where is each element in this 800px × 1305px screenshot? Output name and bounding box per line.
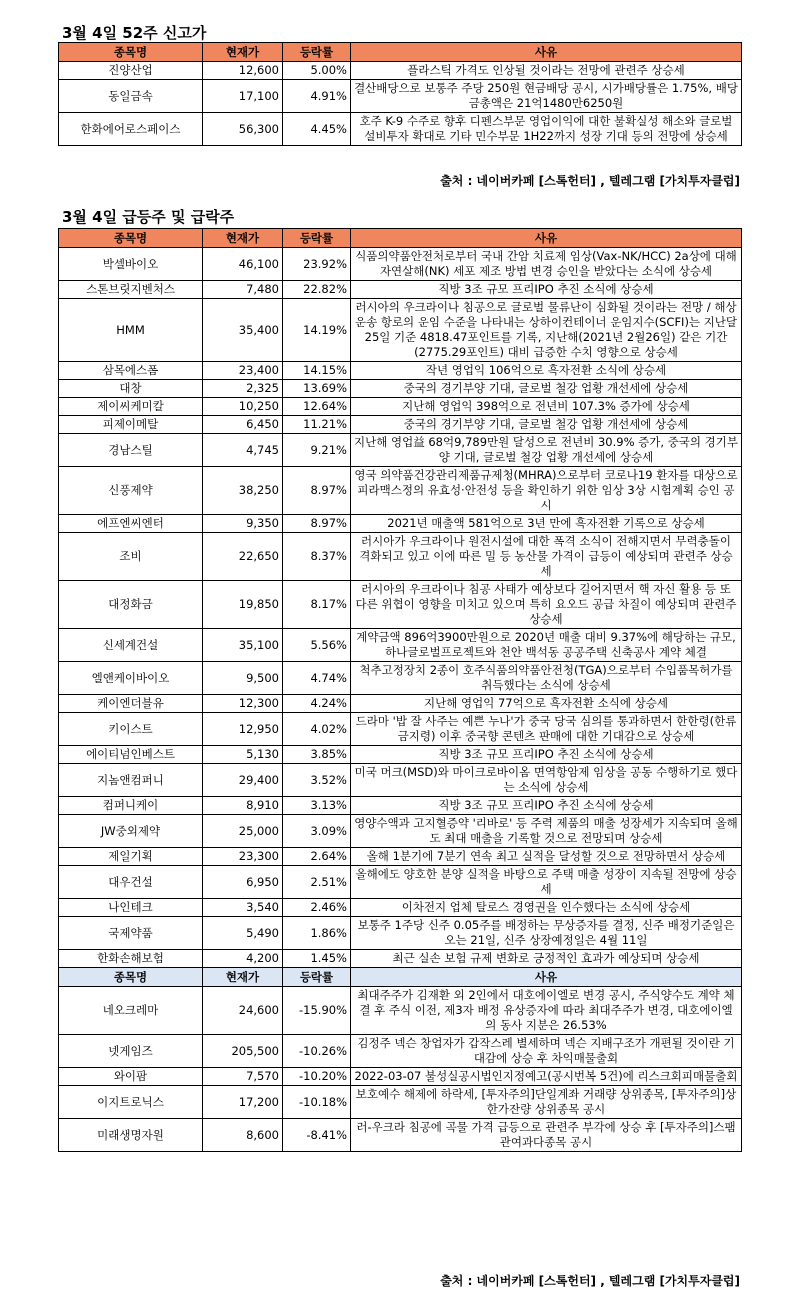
change-cell: 13.69% <box>283 380 351 398</box>
reason-cell: 최대주주가 김재환 외 2인에서 대호에이엘로 변경 공시, 주식양수도 계약 체결 후 주식 이전, 제3자 배정 유상증자에 따라 최대주주가 변경, 대호에이엘의 동사 지분은 26.53% <box>351 987 742 1035</box>
stock-name-cell: 피제이메탈 <box>59 416 203 434</box>
reason-cell: 플라스틱 가격도 인상될 것이라는 전망에 관련주 상승세 <box>351 62 742 80</box>
change-cell: 2.64% <box>283 848 351 866</box>
table-row <box>59 695 742 713</box>
table-row <box>59 713 742 746</box>
reason-cell: 지난해 영업익 77억으로 흑자전환 소식에 상승세 <box>351 695 742 713</box>
table-row <box>59 416 742 434</box>
reason-cell: 직방 3조 규모 프리IPO 추진 소식에 상승세 <box>351 797 742 815</box>
reason-cell: 직방 3조 규모 프리IPO 추진 소식에 상승세 <box>351 281 742 299</box>
table-row <box>59 917 742 950</box>
change-cell: 2.51% <box>283 866 351 899</box>
stock-name-cell: 경남스틸 <box>59 434 203 467</box>
table-row <box>59 581 742 629</box>
price-cell: 56,300 <box>203 113 283 146</box>
table-row <box>59 380 742 398</box>
col-header-price: 현재가 <box>203 43 283 62</box>
stock-name-cell: 와이팜 <box>59 1068 203 1086</box>
table-row <box>59 662 742 695</box>
change-cell: -8.41% <box>283 1119 351 1152</box>
reason-cell: 올해에도 양호한 분양 실적을 바탕으로 주택 매출 성장이 지속될 전망에 상승세 <box>351 866 742 899</box>
table-row <box>59 797 742 815</box>
price-cell: 23,400 <box>203 362 283 380</box>
reason-cell: 김정주 넥슨 창업자가 갑작스레 별세하며 넥슨 지배구조가 개편될 것이란 기대감에 상승 후 차익매물출회 <box>351 1035 742 1068</box>
reason-cell: 보호예수 해제에 하락세, [투자주의]단일계좌 거래량 상위종목, [투자주의]상한가잔량 상위종목 공시 <box>351 1086 742 1119</box>
reason-cell: 영양수액과 고지혈증약 '리바로' 등 주력 제품의 매출 성장세가 지속되며 올해도 최대 매출을 기록할 것으로 전망되며 상승세 <box>351 815 742 848</box>
table-row <box>59 299 742 362</box>
price-cell: 4,745 <box>203 434 283 467</box>
col-header-change: 등락률 <box>283 43 351 62</box>
stock-name-cell: 대우건설 <box>59 866 203 899</box>
table-row <box>59 434 742 467</box>
reason-cell: 러시아의 우크라이나 침공으로 글로벌 물류난이 심화될 것이라는 전망 / 해상 운송 항로의 운임 수준을 나타내는 상하이컨테이너 운임지수(SCFI)는 지난달 25일 기준 4818.47포인트를 기록, 지난해(2021년 2월26일) 같은 기간(2775.29포인트) 대비 급증한 수치 영향으로 상승세 <box>351 299 742 362</box>
change-cell: 5.00% <box>283 62 351 80</box>
table-row <box>59 746 742 764</box>
col-header-reason: 사유 <box>351 43 742 62</box>
reason-cell: 작년 영업익 106억으로 흑자전환 소식에 상승세 <box>351 362 742 380</box>
price-cell: 12,300 <box>203 695 283 713</box>
table-row <box>59 1035 742 1068</box>
table-header-row <box>59 43 742 62</box>
change-cell: 4.91% <box>283 80 351 113</box>
col-header-change: 등락률 <box>283 968 351 987</box>
price-cell: 12,950 <box>203 713 283 746</box>
table-row <box>59 1068 742 1086</box>
price-cell: 3,540 <box>203 899 283 917</box>
price-cell: 25,000 <box>203 815 283 848</box>
change-cell: 4.74% <box>283 662 351 695</box>
stock-name-cell: 컴퍼니케이 <box>59 797 203 815</box>
stock-name-cell: JW중외제약 <box>59 815 203 848</box>
table-row <box>59 248 742 281</box>
table-row <box>59 113 742 146</box>
decliners-header-row <box>59 968 742 987</box>
table-row <box>59 848 742 866</box>
table-row <box>59 398 742 416</box>
table-row <box>59 866 742 899</box>
price-cell: 10,250 <box>203 398 283 416</box>
table-row <box>59 629 742 662</box>
change-cell: 3.85% <box>283 746 351 764</box>
table-row <box>59 899 742 917</box>
stock-name-cell: 조비 <box>59 533 203 581</box>
price-cell: 5,130 <box>203 746 283 764</box>
price-cell: 205,500 <box>203 1035 283 1068</box>
change-cell: 8.97% <box>283 515 351 533</box>
change-cell: 5.56% <box>283 629 351 662</box>
stock-name-cell: 지놈앤컴퍼니 <box>59 764 203 797</box>
stock-name-cell: HMM <box>59 299 203 362</box>
reason-cell: 지난해 영업益 68억9,789만원 달성으로 전년비 30.9% 증가, 중국의 경기부양 기대, 글로벌 철강 업황 개선세에 상승세 <box>351 434 742 467</box>
stock-name-cell: 케이엔더블유 <box>59 695 203 713</box>
price-cell: 12,600 <box>203 62 283 80</box>
change-cell: 8.37% <box>283 533 351 581</box>
reason-cell: 결산배당으로 보통주 주당 250원 현금배당 공시, 시가배당률은 1.75%, 배당금총액은 21억1480만6250원 <box>351 80 742 113</box>
col-header-name: 종목명 <box>59 968 203 987</box>
stock-name-cell: 네오크레마 <box>59 987 203 1035</box>
stock-name-cell: 대창 <box>59 380 203 398</box>
price-cell: 7,570 <box>203 1068 283 1086</box>
table-row <box>59 950 742 968</box>
price-cell: 7,480 <box>203 281 283 299</box>
col-header-reason: 사유 <box>351 968 742 987</box>
reason-cell: 올해 1분기에 7분기 연속 최고 실적을 달성할 것으로 전망하면서 상승세 <box>351 848 742 866</box>
stock-name-cell: 진양산업 <box>59 62 203 80</box>
change-cell: 11.21% <box>283 416 351 434</box>
table-row <box>59 515 742 533</box>
reason-cell: 중국의 경기부양 기대, 글로벌 철강 업황 개선세에 상승세 <box>351 416 742 434</box>
stock-name-cell: 동일금속 <box>59 80 203 113</box>
stock-name-cell: 신풍제약 <box>59 467 203 515</box>
change-cell: -10.20% <box>283 1068 351 1086</box>
stock-name-cell: 이지트로닉스 <box>59 1086 203 1119</box>
reason-cell: 식품의약품안전처로부터 국내 간암 치료제 임상(Vax-NK/HCC) 2a상에 대해 자연살해(NK) 세포 제조 방법 변경 승인을 받았다는 소식에 상승세 <box>351 248 742 281</box>
col-header-name: 종목명 <box>59 43 203 62</box>
price-cell: 17,100 <box>203 80 283 113</box>
change-cell: 14.19% <box>283 299 351 362</box>
change-cell: 8.17% <box>283 581 351 629</box>
col-header-reason: 사유 <box>351 229 742 248</box>
price-cell: 4,200 <box>203 950 283 968</box>
table-row <box>59 1086 742 1119</box>
change-cell: 3.52% <box>283 764 351 797</box>
stock-name-cell: 삼목에스폼 <box>59 362 203 380</box>
price-cell: 9,500 <box>203 662 283 695</box>
change-cell: -15.90% <box>283 987 351 1035</box>
col-header-name: 종목명 <box>59 229 203 248</box>
change-cell: 2.46% <box>283 899 351 917</box>
table-row <box>59 467 742 515</box>
change-cell: 1.86% <box>283 917 351 950</box>
change-cell: 23.92% <box>283 248 351 281</box>
reason-cell: 호주 K-9 수주로 향후 디펜스부문 영업이익에 대한 불확실성 해소와 글로벌 설비투자 확대로 기타 민수부문 1H22까지 성장 기대 등의 전망에 상승세 <box>351 113 742 146</box>
price-cell: 38,250 <box>203 467 283 515</box>
source-note-2: 출처 : 네이버카페 [스톡헌터] , 텔레그램 [가치투자클럽] <box>440 1274 740 1288</box>
change-cell: 4.45% <box>283 113 351 146</box>
reason-cell: 영국 의약품건강관리제품규제청(MHRA)으로부터 코로나19 환자를 대상으로 피라맥스정의 유효성·안전성 등을 확인하기 위한 임상 3상 시험계획 승인 공시 <box>351 467 742 515</box>
change-cell: 8.97% <box>283 467 351 515</box>
col-header-price: 현재가 <box>203 968 283 987</box>
stock-name-cell: 국제약품 <box>59 917 203 950</box>
change-cell: 3.09% <box>283 815 351 848</box>
price-cell: 2,325 <box>203 380 283 398</box>
change-cell: 12.64% <box>283 398 351 416</box>
change-cell: 4.02% <box>283 713 351 746</box>
price-cell: 6,450 <box>203 416 283 434</box>
price-cell: 46,100 <box>203 248 283 281</box>
section-title-52week-high: 3월 4일 52주 신고가 <box>62 24 207 42</box>
reason-cell: 최근 실손 보험 규제 변화로 긍정적인 효과가 예상되며 상승세 <box>351 950 742 968</box>
table-row <box>59 362 742 380</box>
stock-name-cell: 나인테크 <box>59 899 203 917</box>
change-cell: -10.18% <box>283 1086 351 1119</box>
reason-cell: 계약금액 896억3900만원으로 2020년 매출 대비 9.37%에 해당하는 규모, 하나글로벌프로젝트와 천안 백석동 공공주택 신축공사 계약 체결 <box>351 629 742 662</box>
reason-cell: 이차전지 업체 탈로스 경영권을 인수했다는 소식에 상승세 <box>351 899 742 917</box>
stock-name-cell: 미래생명자원 <box>59 1119 203 1152</box>
col-header-change: 등락률 <box>283 229 351 248</box>
stock-name-cell: 에프엔씨엔터 <box>59 515 203 533</box>
stock-name-cell: 신세계건설 <box>59 629 203 662</box>
stock-name-cell: 에이티넘인베스트 <box>59 746 203 764</box>
price-cell: 19,850 <box>203 581 283 629</box>
table-row <box>59 80 742 113</box>
change-cell: -10.26% <box>283 1035 351 1068</box>
change-cell: 4.24% <box>283 695 351 713</box>
table-row <box>59 764 742 797</box>
table-row <box>59 815 742 848</box>
stock-name-cell: 박셀바이오 <box>59 248 203 281</box>
stock-name-cell: 대정화금 <box>59 581 203 629</box>
stock-name-cell: 키이스트 <box>59 713 203 746</box>
change-cell: 3.13% <box>283 797 351 815</box>
reason-cell: 지난해 영업익 398억으로 전년비 107.3% 증가에 상승세 <box>351 398 742 416</box>
price-cell: 35,400 <box>203 299 283 362</box>
price-cell: 22,650 <box>203 533 283 581</box>
price-cell: 29,400 <box>203 764 283 797</box>
reason-cell: 보통주 1주당 신주 0.05주를 배정하는 무상증자를 결정, 신주 배정기준일은 오는 21일, 신주 상장예정일은 4월 11일 <box>351 917 742 950</box>
table-surge-plunge <box>58 228 742 1152</box>
change-cell: 14.15% <box>283 362 351 380</box>
reason-cell: 중국의 경기부양 기대, 글로벌 철강 업황 개선세에 상승세 <box>351 380 742 398</box>
reason-cell: 러시아의 우크라이나 침공 사태가 예상보다 길어지면서 핵 자신 활용 등 또 다른 위협이 영향을 미치고 있으며 특히 요오드 공급 차질이 예상되며 관련주 상승세 <box>351 581 742 629</box>
change-cell: 1.45% <box>283 950 351 968</box>
reason-cell: 척추고정장치 2종이 호주식품의약품안전청(TGA)으로부터 수입품목허가를 취득했다는 소식에 상승세 <box>351 662 742 695</box>
price-cell: 5,490 <box>203 917 283 950</box>
col-header-price: 현재가 <box>203 229 283 248</box>
price-cell: 8,910 <box>203 797 283 815</box>
section-title-surge-plunge: 3월 4일 급등주 및 급락주 <box>62 208 235 226</box>
reason-cell: 2021년 매출액 581억으로 3년 만에 흑자전환 기록으로 상승세 <box>351 515 742 533</box>
price-cell: 9,350 <box>203 515 283 533</box>
reason-cell: 러시아가 우크라이나 원전시설에 대한 폭격 소식이 전해지면서 무력충돌이 격화되고 있고 이에 따른 밀 등 농산물 가격이 급등이 예상되며 관련주 상승세 <box>351 533 742 581</box>
table-row <box>59 533 742 581</box>
change-cell: 9.21% <box>283 434 351 467</box>
price-cell: 8,600 <box>203 1119 283 1152</box>
reason-cell: 드라마 '밥 잘 사주는 예쁜 누나'가 중국 당국 심의를 통과하면서 한한령(한류 금지령) 이후 중국향 콘텐츠 판매에 대한 기대감으로 상승세 <box>351 713 742 746</box>
table-row <box>59 1119 742 1152</box>
table-row <box>59 987 742 1035</box>
stock-name-cell: 엘앤케이바이오 <box>59 662 203 695</box>
stock-name-cell: 제이씨케미칼 <box>59 398 203 416</box>
price-cell: 35,100 <box>203 629 283 662</box>
table-row <box>59 62 742 80</box>
stock-name-cell: 제일기획 <box>59 848 203 866</box>
stock-name-cell: 한화에어로스페이스 <box>59 113 203 146</box>
source-note-1: 출처 : 네이버카페 [스톡헌터] , 텔레그램 [가치투자클럽] <box>440 174 740 188</box>
price-cell: 17,200 <box>203 1086 283 1119</box>
price-cell: 6,950 <box>203 866 283 899</box>
price-cell: 23,300 <box>203 848 283 866</box>
stock-name-cell: 스톤브릿지벤처스 <box>59 281 203 299</box>
stock-name-cell: 한화손해보험 <box>59 950 203 968</box>
price-cell: 24,600 <box>203 987 283 1035</box>
table-row <box>59 281 742 299</box>
table-52week-high <box>58 42 742 146</box>
change-cell: 22.82% <box>283 281 351 299</box>
stock-name-cell: 넷게임즈 <box>59 1035 203 1068</box>
table-header-row <box>59 229 742 248</box>
reason-cell: 직방 3조 규모 프리IPO 추진 소식에 상승세 <box>351 746 742 764</box>
reason-cell: 2022-03-07 불성실공시법인지정예고(공시번복 5건)에 리스크회피매물출회 <box>351 1068 742 1086</box>
reason-cell: 미국 머크(MSD)와 마이크로바이옴 면역항암제 임상을 공동 수행하기로 했다는 소식에 상승세 <box>351 764 742 797</box>
reason-cell: 러-우크라 침공에 곡물 가격 급등으로 관련주 부각에 상승 후 [투자주의]스팸관여과다종목 공시 <box>351 1119 742 1152</box>
